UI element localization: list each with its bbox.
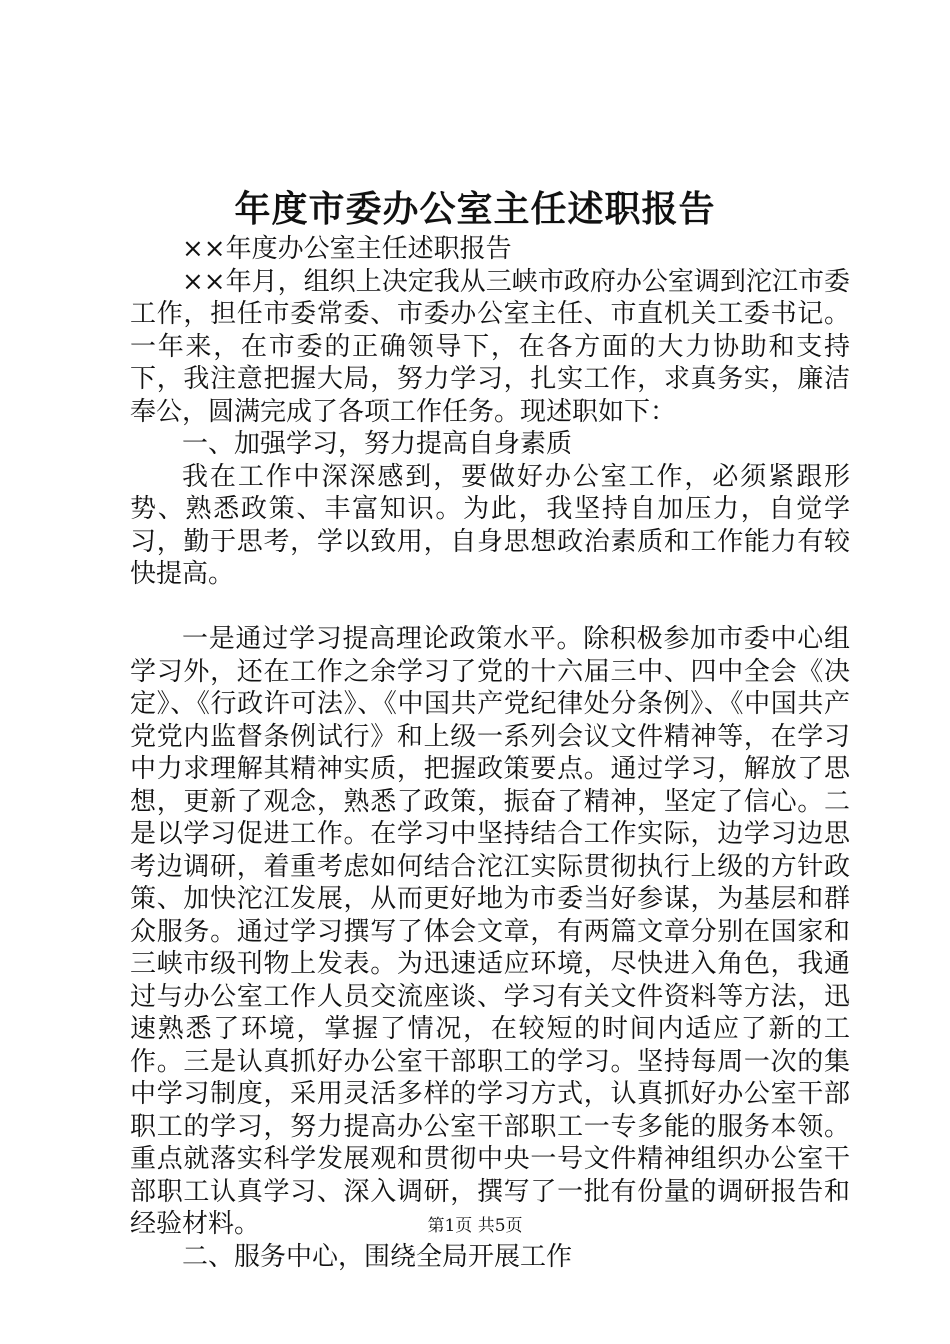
intro-paragraph: ××年月，组织上决定我从三峡市政府办公室调到沱江市委工作，担任市委常委、市委办公室主任、市直机关工委书记。一年来，在市委的正确领导下，在各方面的大力协助和支持下，我注意把握大局，努力学习，扎实工作，求真务实，廉洁奉公，圆满完成了各项工作任务。现述职如下： (130, 266, 850, 427)
document-body (130, 233, 850, 1273)
report-subtitle: ××年度办公室主任述职报告 (182, 234, 512, 264)
document-title: 年度市委办公室主任述职报告 (234, 188, 716, 230)
study-details-paragraph: 一是通过学习提高理论政策水平。除积极参加市委中心组学习外，还在工作之余学习了党的十六届三中、四中全会《决定》、《行政许可法》、《中国共产党纪律处分条例》、《中国共产党党内监督条例试行》和上级一系列会议文件精神等，在学习中力求理解其精神实质，把握政策要点。通过学习，解放了思想，更新了观念，熟悉了政策，振奋了精神，坚定了信心。二是以学习促进工作。在学习中坚持结合工作实际，边学习边思考边调研，着重考虑如何结合沱江实际贯彻执行上级的方针政策、加快沱江发展，从而更好地为市委当好参谋，为基层和群众服务。通过学习撰写了体会文章，有两篇文章分别在国家和三峡市级刊物上发表。为迅速适应环境，尽快进入角色，我通过与办公室工作人员交流座谈、学习有关文件资料等方法，迅速熟悉了环境，掌握了情况，在较短的时间内适应了新的工作。三是认真抓好办公室干部职工的学习。坚持每周一次的集中学习制度，采用灵活多样的学习方式，认真抓好办公室干部职工的学习，努力提高办公室干部职工一专多能的服务本领。重点就落实科学发展观和贯彻中央一号文件精神组织办公室干部职工认真学习、深入调研，撰写了一批有份量的调研报告和经验材料。 (130, 624, 850, 1239)
paragraph-spacer (130, 591, 850, 624)
section-heading-2: 二、服务中心，围绕全局开展工作 (182, 1241, 573, 1272)
section-heading-1: 一、加强学习，努力提高自身素质 (182, 429, 573, 459)
page-footer: 第1页 共5页 (427, 1216, 523, 1236)
section-1-paragraph: 我在工作中深深感到，要做好办公室工作，必须紧跟形势、熟悉政策、丰富知识。为此，我坚持自加压力，自觉学习，勤于思考，学以致用，自身思想政治素质和工作能力有较快提高。 (130, 461, 850, 589)
